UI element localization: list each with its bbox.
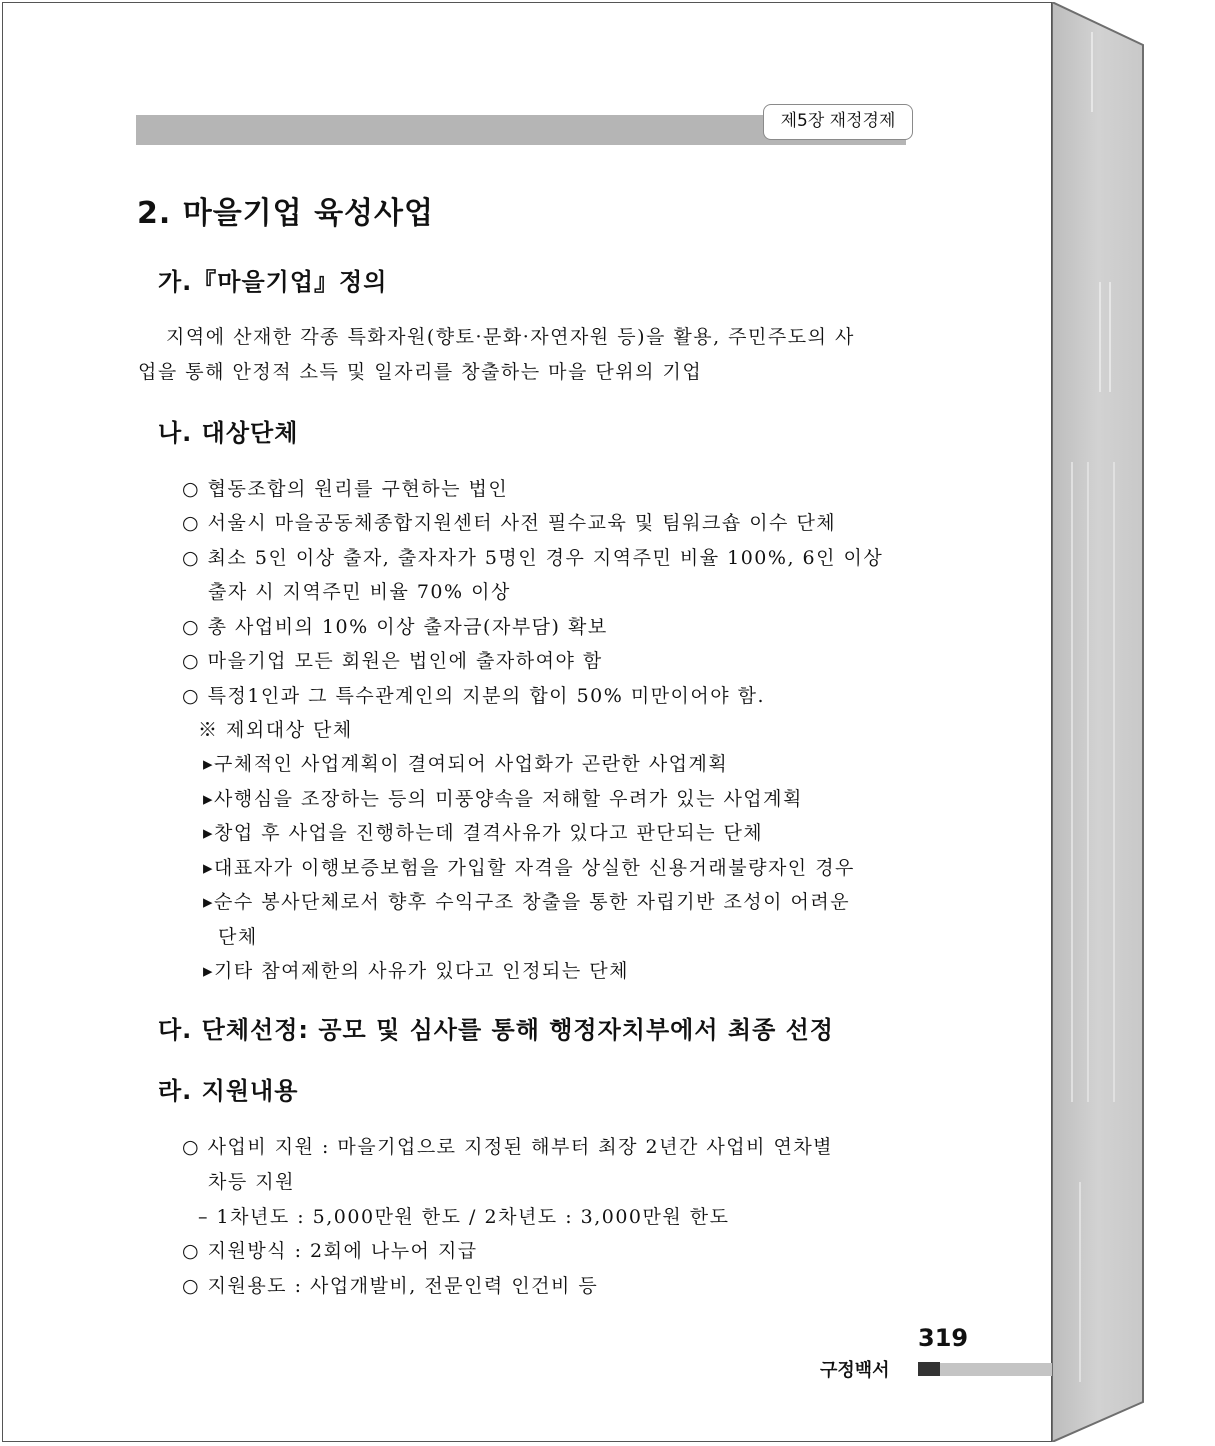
exclusion-note: ※ 제외대상 단체 [198, 719, 353, 741]
exclusion-item: ▸창업 후 사업을 진행하는데 결격사유가 있다고 판단되는 단체 [203, 822, 764, 844]
list-item: ○ 지원방식 : 2회에 나누어 지급 [182, 1240, 478, 1262]
heading-support: 라. 지원내용 [158, 1077, 299, 1105]
list-item-continuation: 차등 지원 [208, 1171, 295, 1193]
exclusion-item: ▸사행심을 조장하는 등의 미풍양속을 저해할 우려가 있는 사업계획 [203, 788, 803, 810]
list-item-continuation: 출자 시 지역주민 비율 70% 이상 [208, 581, 511, 603]
page-number: 319 [918, 1324, 969, 1352]
footer-bar [940, 1363, 1052, 1376]
exclusion-item-continuation: 단체 [218, 926, 258, 948]
list-item: ○ 지원용도 : 사업개발비, 전문인력 인건비 등 [182, 1275, 599, 1297]
list-item: ○ 협동조합의 원리를 구현하는 법인 [182, 478, 509, 500]
exclusion-item: ▸대표자가 이행보증보험을 가입할 자격을 상실한 신용거래불량자인 경우 [203, 857, 855, 879]
heading-selection: 다. 단체선정: 공모 및 심사를 통해 행정자치부에서 최종 선정 [158, 1016, 834, 1044]
book-side-edge [1052, 2, 1144, 1442]
heading-definition: 가.『마을기업』정의 [158, 268, 388, 296]
exclusion-item: ▸기타 참여제한의 사유가 있다고 인정되는 단체 [203, 960, 629, 982]
definition-line-2: 업을 통해 안정적 소득 및 일자리를 창출하는 마을 단위의 기업 [138, 361, 703, 383]
list-item: ○ 총 사업비의 10% 이상 출자금(자부담) 확보 [182, 616, 608, 638]
list-subitem: – 1차년도 : 5,000만원 한도 / 2차년도 : 3,000만원 한도 [198, 1206, 730, 1228]
list-item: ○ 서울시 마을공동체종합지원센터 사전 필수교육 및 팀워크숍 이수 단체 [182, 512, 837, 534]
list-item: ○ 마을기업 모든 회원은 법인에 출자하여야 함 [182, 650, 603, 672]
heading-eligible-groups: 나. 대상단체 [158, 419, 299, 447]
footer-mark [918, 1362, 940, 1376]
list-item: ○ 사업비 지원 : 마을기업으로 지정된 해부터 최장 2년간 사업비 연차별 [182, 1136, 834, 1158]
definition-line-1: 지역에 산재한 각종 특화자원(향토·문화·자연자원 등)을 활용, 주민주도의 사 [166, 326, 855, 348]
list-item: ○ 특정1인과 그 특수관계인의 지분의 합이 50% 미만이어야 함. [182, 685, 766, 707]
exclusion-item: ▸구체적인 사업계획이 결여되어 사업화가 곤란한 사업계획 [203, 753, 729, 775]
book-name: 구정백서 [820, 1360, 890, 1381]
chapter-tab: 제5장 재정경제 [763, 104, 913, 140]
list-item: ○ 최소 5인 이상 출자, 출자자가 5명인 경우 지역주민 비율 100%, 6인 이상 [182, 547, 884, 569]
section-title: 2. 마을기업 육성사업 [137, 196, 434, 231]
exclusion-item: ▸순수 봉사단체로서 향후 수익구조 창출을 통한 자립기반 조성이 어려운 [203, 891, 851, 913]
